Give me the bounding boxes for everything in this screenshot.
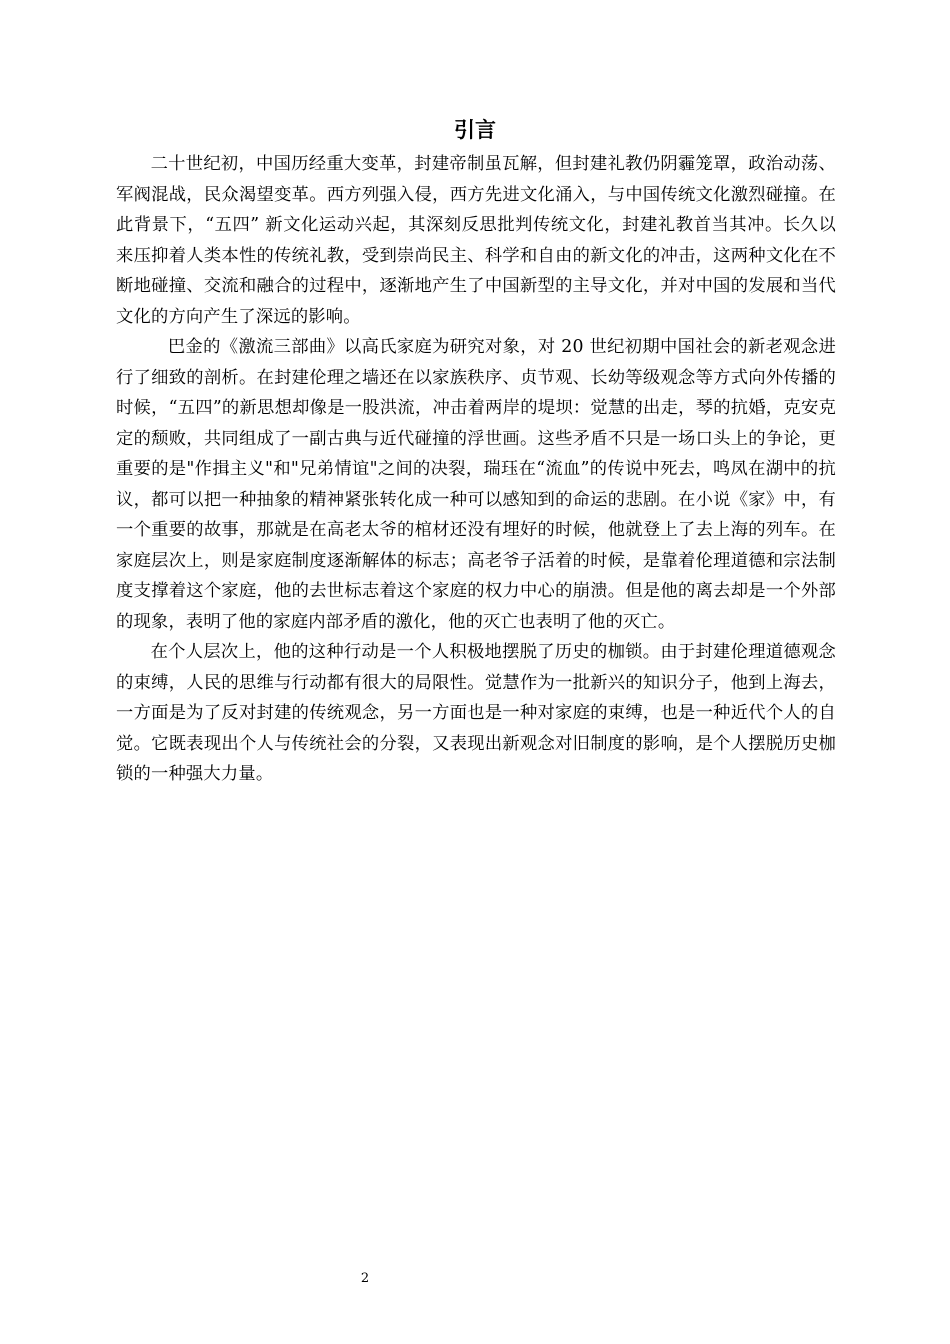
body-text [116, 149, 836, 790]
paragraph: 巴金的《激流三部曲》以高氏家庭为研究对象，对 20 世纪初期中国社会的新老观念进行了细致的剖析。在封建伦理之墙还在以家族秩序、贞节观、长幼等级观念等方式向外传播的时候，“五四”的新思想却像是一股洪流，冲击着两岸的堤坝：觉慧的出走，琴的抗婚，克安克定的颓败，共同组成了一副古典与近代碰撞的浮世画。这些矛盾不只是一场口头上的争论，更重要的是"作揖主义"和"兄弟情谊"之间的决裂，瑞珏在“流血”的传说中死去，鸣凤在湖中的抗议，都可以把一种抽象的精神紧张转化成一种可以感知到的命运的悲剧。在小说《家》中，有一个重要的故事，那就是在高老太爷的棺材还没有埋好的时候，他就登上了去上海的列车。在家庭层次上，则是家庭制度逐渐解体的标志；高老爷子活着的时候，是靠着伦理道德和宗法制度支撑着这个家庭，他的去世标志着这个家庭的权力中心的崩溃。但是他的离去却是一个外部的现象，表明了他的家庭内部矛盾的激化，他的灭亡也表明了他的灭亡。 [116, 337, 836, 632]
paragraph: 在个人层次上，他的这种行动是一个人积极地摆脱了历史的枷锁。由于封建伦理道德观念的束缚，人民的思维与行动都有很大的局限性。觉慧作为一批新兴的知识分子，他到上海去，一方面是为了反对封建的传统观念，另一方面也是一种对家庭的束缚，也是一种近代个人的自觉。它既表现出个人与传统社会的分裂，又表现出新观念对旧制度的影响，是个人摆脱历史枷锁的一种强大力量。 [116, 642, 836, 784]
paragraph: 二十世纪初，中国历经重大变革，封建帝制虽瓦解，但封建礼教仍阴霾笼罩，政治动荡、军阀混战，民众渴望变革。西方列强入侵，西方先进文化涌入，与中国传统文化激烈碰撞。在此背景下，“五四” 新文化运动兴起，其深刻反思批判传统文化，封建礼教首当其冲。长久以来压抑着人类本性的传统礼教，受到崇尚民主、科学和自由的新文化的冲击，这两种文化在不断地碰撞、交流和融合的过程中，逐渐地产生了中国新型的主导文化，并对中国的发展和当代文化的方向产生了深远的影响。 [116, 154, 836, 327]
section-title: 引言 [454, 118, 496, 142]
page-number: 2 [360, 1271, 370, 1286]
